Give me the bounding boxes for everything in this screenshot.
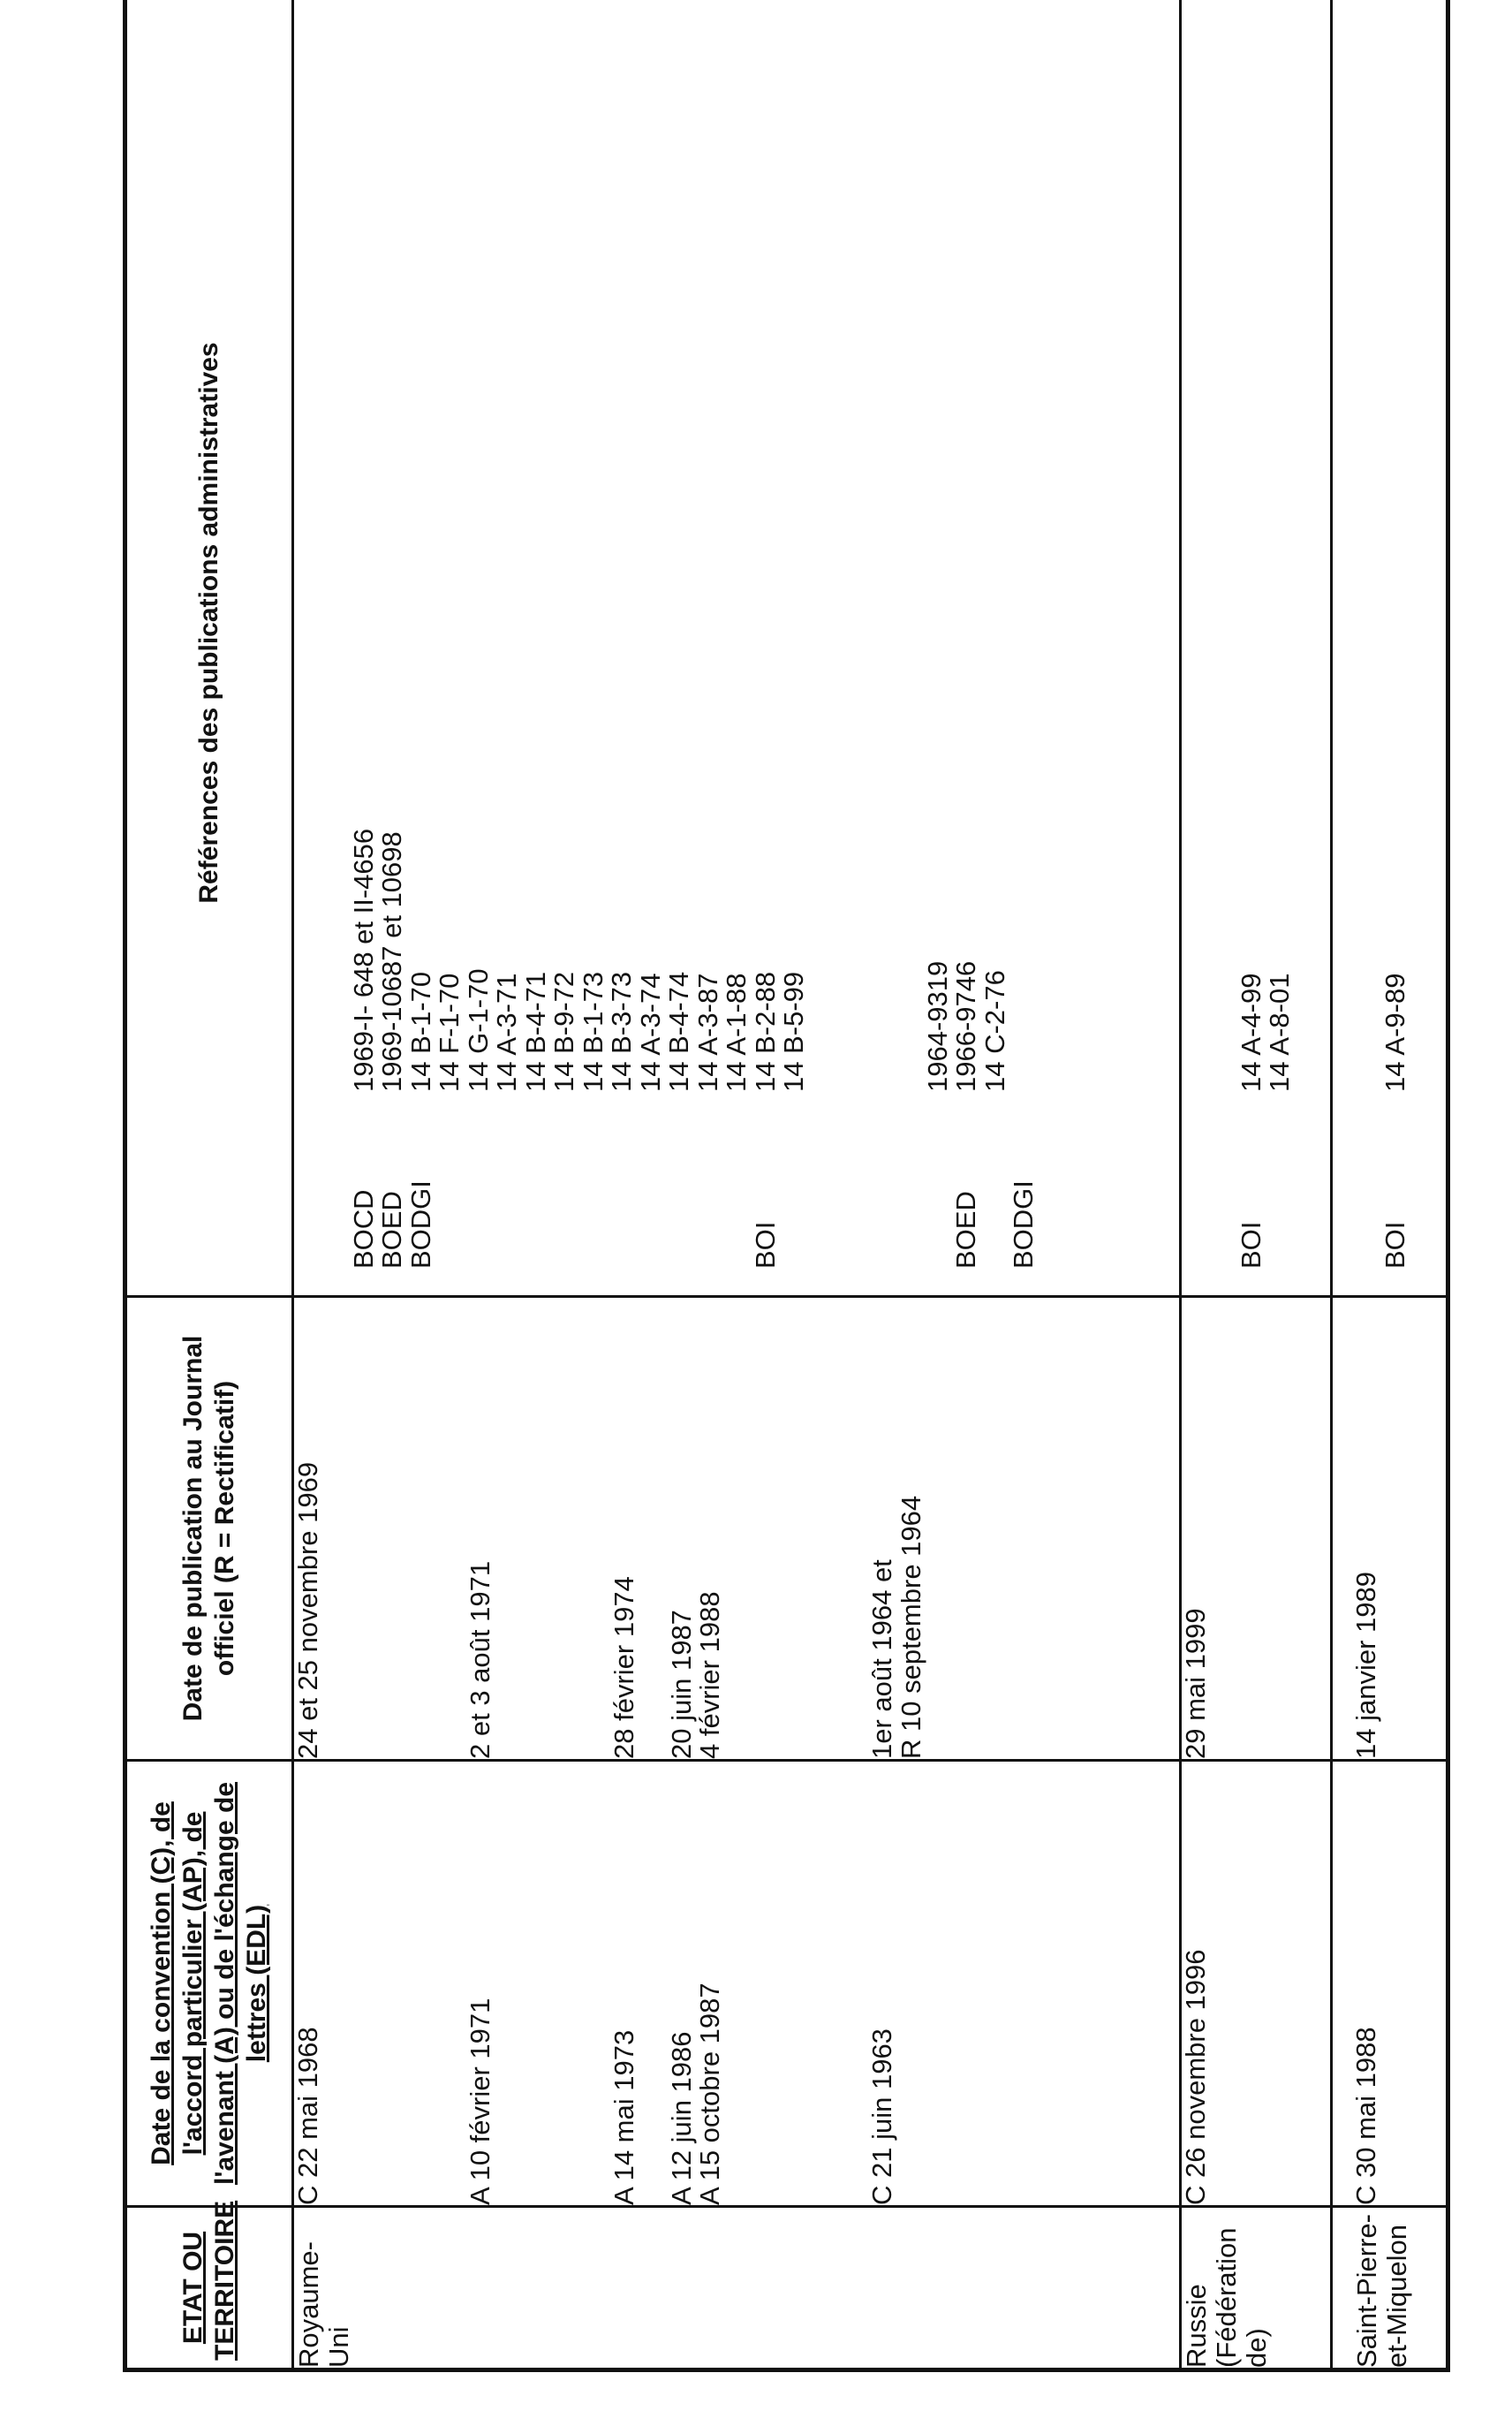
country-cell: Royaume-Uni xyxy=(293,2207,1181,2370)
header-etat: ETAT OU TERRITOIRE xyxy=(125,2207,293,2370)
rotated-page xyxy=(123,115,1412,2372)
country-cell: Saint-Pierre-et-Miquelon xyxy=(1332,2207,1448,2370)
publication-date-cell: 14 janvier 1989 xyxy=(1332,1297,1448,1761)
country-cell: Russie (Fédération de) xyxy=(1181,2207,1332,2370)
header-references: Références des publications administratives xyxy=(125,0,293,1297)
header-date-convention: Date de la convention (C), de l'accord particulier (AP), de l'avenant (A) ou de l'échange de lettres (EDL) xyxy=(125,1761,293,2207)
references-cell xyxy=(293,0,1181,1297)
reference-numbers: 14 A-9-89 xyxy=(1379,973,1410,1092)
convention-date-cell: C 26 novembre 1996 xyxy=(1181,1761,1332,2207)
tax-treaty-table xyxy=(123,0,1450,2372)
header-date-publication: Date de publication au Journal officiel (R = Rectificatif) xyxy=(125,1297,293,1761)
table-row xyxy=(1332,0,1448,2370)
reference-numbers: 1969-I- 648 et II-4656 1969-10687 et 10698 14 B-1-70 14 F-1-70 14 G-1-70 14 A-3-71 14 B-4-71 14 B-9-72 14 B-1-73 14 B-3-73 14 A-3-74 14 B-4-74 14 A-3-87 14 A-1-88 14 B-2-88 14 B-5-99 1964-9319 1966-9746 14 C-2-76 xyxy=(347,828,1010,1092)
references-cell xyxy=(1332,0,1448,1297)
publication-date-cell: 29 mai 1999 xyxy=(1181,1297,1332,1761)
header-row xyxy=(125,0,293,2370)
publication-date-cell: 24 et 25 novembre 1969 2 et 3 août 1971 28 février 1974 20 juin 1987 4 février 1988 1er août 1964 et R 10 septembre 1964 xyxy=(293,1297,1181,1761)
table-row xyxy=(293,0,1181,2370)
publication-names: BOI xyxy=(1379,1221,1410,1269)
convention-date-cell: C 22 mai 1968 A 10 février 1971 A 14 mai 1973 A 12 juin 1986 A 15 octobre 1987 C 21 juin 1963 xyxy=(293,1761,1181,2207)
convention-date-cell: C 30 mai 1988 xyxy=(1332,1761,1448,2207)
publication-names: BOI xyxy=(1235,1221,1266,1269)
publication-names: BOCD BOED BODGI BOI BOED BODGI xyxy=(347,1180,1039,1269)
reference-numbers: 14 A-4-99 14 A-8-01 xyxy=(1235,973,1295,1092)
